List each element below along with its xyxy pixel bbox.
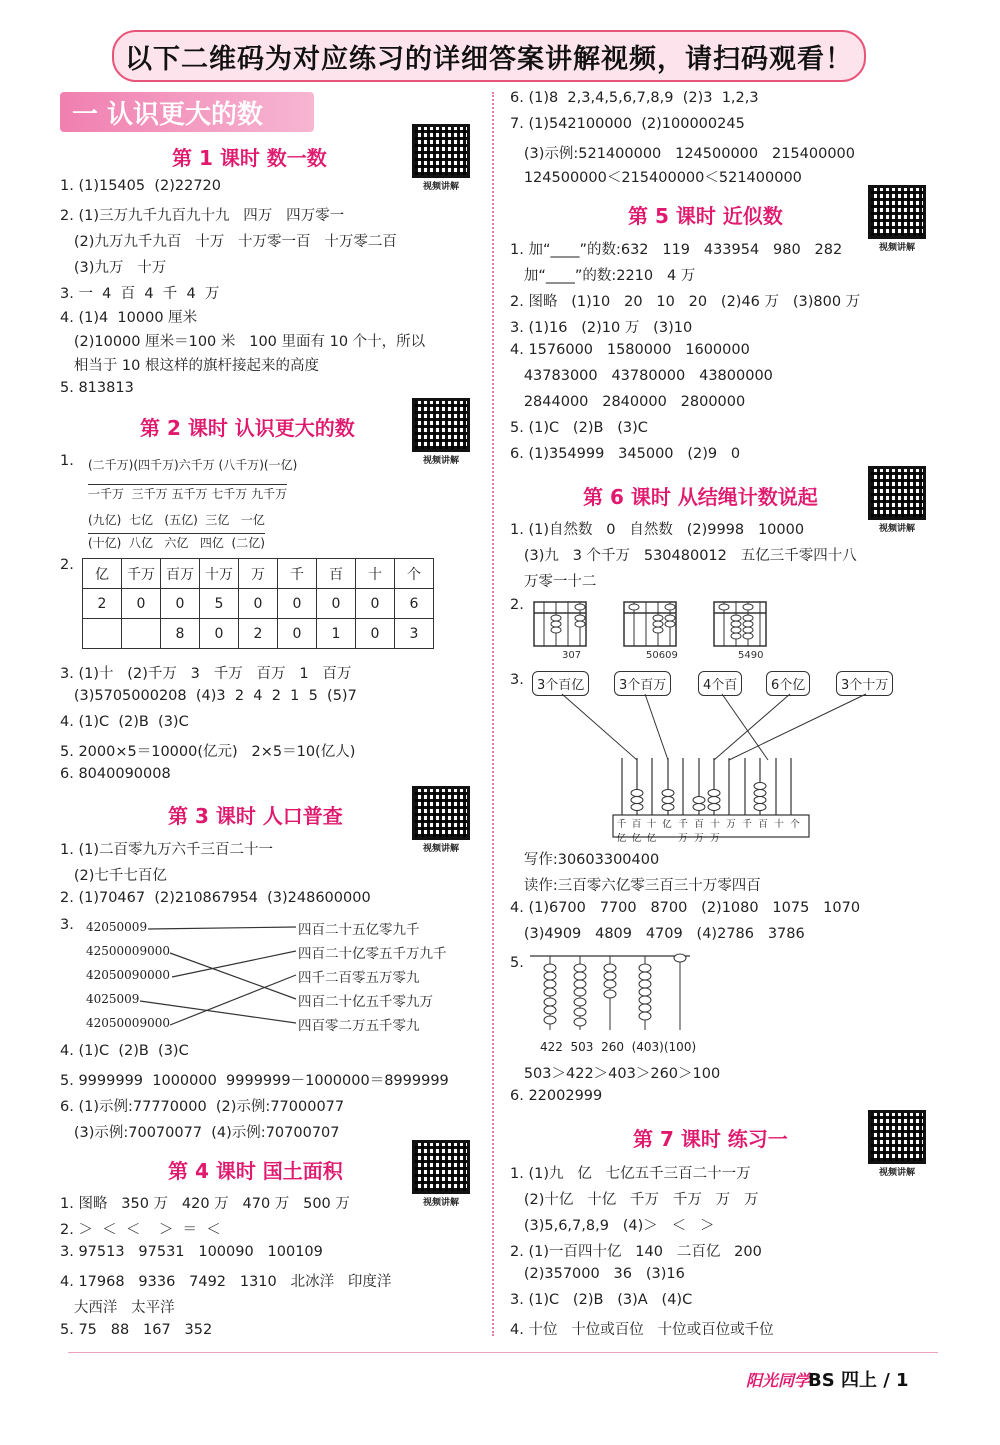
- match-right-1: 四百二十五亿零九千: [298, 922, 420, 938]
- answer-line: 4. 十位 十位或百位 十位或百位或千位: [510, 1322, 774, 1338]
- table-cell: 2: [83, 589, 122, 619]
- answer-line: (2)357000 36 (3)16: [510, 1266, 685, 1282]
- table-cell: 6: [395, 589, 434, 619]
- table-header: 千万: [122, 559, 161, 589]
- answer-line: (3)5,6,7,8,9 (4)＞ ＜ ＞: [510, 1218, 715, 1234]
- match-right-2: 四百二十亿零五千万九千: [298, 946, 447, 962]
- qr-code-lesson-2[interactable]: 视频讲解: [412, 398, 470, 466]
- table-cell: 1: [317, 619, 356, 649]
- bead-box-1: 3个百亿: [532, 671, 589, 696]
- answer-line: 加“____”的数:2210 4 万: [510, 268, 696, 284]
- answer-line: 2.: [510, 597, 524, 613]
- place-label: 千: [742, 819, 752, 830]
- answer-line: 2. 图略 (1)10 20 10 20 (2)46 万 (3)800 万: [510, 294, 861, 310]
- table-cell: 0: [161, 589, 200, 619]
- match-left-2: 42500009000: [86, 944, 170, 958]
- answer-line: 2.: [60, 557, 74, 573]
- answer-line: 万零一十二: [510, 574, 597, 590]
- answer-line: (3)4909 4809 4709 (4)2786 3786: [510, 926, 805, 942]
- answer-line: 6. 8040090008: [60, 766, 171, 782]
- match-left-4: 4025009: [86, 992, 140, 1006]
- match-left-1: 42050009: [86, 920, 148, 934]
- footer-rule: [68, 1352, 938, 1353]
- answer-line: (2)10000 厘米＝100 米 100 里面有 10 个十，所以: [60, 334, 426, 350]
- answer-line: 大西洋 太平洋: [60, 1300, 175, 1316]
- qr-code-lesson-3[interactable]: 视频讲解: [412, 786, 470, 854]
- qr-code-lesson-6[interactable]: 视频讲解: [868, 466, 926, 534]
- table-header: 十万: [200, 559, 239, 589]
- place-label: 十: [774, 819, 784, 830]
- place-label: 百万: [694, 819, 704, 844]
- number-line-mid2: (九亿) 七亿 (五亿) 三亿 一亿: [88, 513, 265, 527]
- answer-line: 5. 9999999 1000000 9999999－1000000＝8999999: [60, 1073, 449, 1089]
- answer-line: 6. (1)示例:77770000 (2)示例:77000077: [60, 1099, 345, 1115]
- answer-line: (2)七千七百亿: [60, 868, 167, 884]
- page-number: BS 四上 / 1: [808, 1370, 909, 1391]
- answer-line: (3)5705000208 (4)3 2 4 2 1 5 (5)7: [60, 688, 357, 704]
- abacus-place-labels: [614, 816, 803, 844]
- table-cell: 0: [278, 619, 317, 649]
- lesson-6-title: 第 6 课时 从结绳计数说起: [583, 485, 818, 509]
- answer-line: 3.: [60, 917, 74, 933]
- table-cell: 0: [200, 619, 239, 649]
- answer-line: 3. 一 4 百 4 千 4 万: [60, 286, 220, 302]
- place-label: 十亿: [646, 819, 657, 844]
- answer-line: (3)九万 十万: [60, 260, 167, 276]
- table-cell: 0: [356, 589, 395, 619]
- table-cell: 3: [395, 619, 434, 649]
- answer-line: 6. (1)354999 345000 (2)9 0: [510, 446, 741, 462]
- answer-line: 7. (1)542100000 (2)100000245: [510, 116, 745, 132]
- table-header: 千: [278, 559, 317, 589]
- answer-line: 3.: [510, 672, 524, 688]
- qr-code-lesson-1[interactable]: 视频讲解: [412, 124, 470, 192]
- lesson-5-title: 第 5 课时 近似数: [628, 204, 783, 228]
- answer-line: 3. (1)十 (2)千万 3 千万 百万 1 百万: [60, 666, 352, 682]
- answer-line: 5. 2000×5＝10000(亿元) 2×5＝10(亿人): [60, 744, 356, 760]
- table-header: 十: [356, 559, 395, 589]
- place-label: 亿: [662, 819, 672, 830]
- place-label: 个: [790, 819, 800, 830]
- table-cell: 0: [278, 589, 317, 619]
- answer-line: 5. 813813: [60, 380, 134, 396]
- match-right-4: 四百二十亿五千零九万: [298, 994, 433, 1010]
- answer-line: 5. 75 88 167 352: [60, 1322, 213, 1338]
- answer-line: 1. (1)自然数 0 自然数 (2)9998 10000: [510, 522, 805, 538]
- answer-line: 2. (1)一百四十亿 140 二百亿 200: [510, 1244, 762, 1260]
- answer-line: (2)九万九千九百 十万 十万零一百 十万零二百: [60, 234, 397, 250]
- abacus-label-1: 307: [562, 650, 582, 661]
- answer-line: 4. (1)4 10000 厘米: [60, 310, 198, 326]
- answer-line: 1. (1)二百零九万六千三百二十一: [60, 842, 273, 858]
- number-line-mid: 一千万 三千万 五千万 七千万 九千万: [88, 484, 287, 502]
- abacus-label-3: 5490: [738, 650, 764, 661]
- answer-line: 1. (1)15405 (2)22720: [60, 178, 221, 194]
- table-cell: 5: [200, 589, 239, 619]
- answer-line: 4. (1)C (2)B (3)C: [60, 714, 189, 730]
- answer-line: 5. (1)C (2)B (3)C: [510, 420, 648, 436]
- answer-line: 6. (1)8 2,3,4,5,6,7,8,9 (2)3 1,2,3: [510, 90, 759, 106]
- place-label: 十万: [710, 819, 720, 844]
- answer-line: 6. 22002999: [510, 1088, 603, 1104]
- lesson-4-title: 第 4 课时 国土面积: [168, 1159, 343, 1183]
- table-header: 百: [317, 559, 356, 589]
- match-left-5: 42050009000: [86, 1016, 170, 1030]
- answer-line: 写作:30603300400: [510, 852, 660, 868]
- qr-code-lesson-7[interactable]: 视频讲解: [868, 1110, 926, 1178]
- place-label: 百: [758, 819, 768, 830]
- number-line-top: (二千万)(四千万)六千万 (八千万)(一亿): [88, 458, 298, 472]
- answer-line: 3. (1)C (2)B (3)A (4)C: [510, 1292, 693, 1308]
- bead-string-figures: [530, 950, 700, 1040]
- table-header: 万: [239, 559, 278, 589]
- instruction-banner: 以下二维码为对应练习的详细答案讲解视频，请扫码观看！: [112, 30, 866, 82]
- table-cell: 0: [122, 589, 161, 619]
- number-line-bot: (十亿) 八亿 六亿 四亿 (二亿): [88, 533, 265, 551]
- unit-title: 一 认识更大的数: [60, 92, 314, 132]
- answer-line: 1. 图略 350 万 420 万 470 万 500 万: [60, 1196, 350, 1212]
- answer-line: 2. (1)三万九千九百九十九 四万 四万零一: [60, 208, 345, 224]
- lesson-2-title: 第 2 课时 认识更大的数: [140, 416, 355, 440]
- qr-code-lesson-4[interactable]: 视频讲解: [412, 1140, 470, 1208]
- place-label: 千亿: [616, 819, 627, 844]
- answer-line: 读作:三百零六亿零三百三十万零四百: [510, 878, 761, 894]
- answer-line: (3)示例:70070077 (4)示例:70700707: [60, 1125, 340, 1141]
- table-header: 个: [395, 559, 434, 589]
- answer-line: 1. 加“____”的数:632 119 433954 980 282: [510, 242, 843, 258]
- answer-line: (2)十亿 十亿 千万 千万 万 万: [510, 1192, 759, 1208]
- answer-line: (3)示例:521400000 124500000 215400000: [510, 146, 855, 162]
- bead-box-2: 3个百万: [614, 671, 671, 696]
- bead-box-3: 4个百: [698, 671, 742, 696]
- bead-box-4: 6个亿: [766, 671, 810, 696]
- table-cell: 0: [317, 589, 356, 619]
- place-label: 百亿: [631, 819, 642, 844]
- answer-line: 4. (1)6700 7700 8700 (2)1080 1075 1070: [510, 900, 861, 916]
- answer-line: 3. (1)16 (2)10 万 (3)10: [510, 320, 693, 336]
- lesson-3-title: 第 3 课时 人口普查: [168, 804, 343, 828]
- answer-line: 1.: [60, 453, 74, 469]
- answer-line: 503＞422＞403＞260＞100: [510, 1066, 721, 1082]
- table-cell: 0: [239, 589, 278, 619]
- match-right-5: 四百零二万五千零九: [298, 1018, 420, 1034]
- answer-line: 2. ＞ ＜ ＜ ＞ ＝ ＜: [60, 1222, 221, 1238]
- table-header: 亿: [83, 559, 122, 589]
- abacus-label-2: 50609: [646, 650, 678, 661]
- brand-logo: 阳光同学: [746, 1371, 811, 1390]
- match-right-3: 四千二百零五万零九: [298, 970, 420, 986]
- bead-string-labels: 422 503 260 (403)(100): [540, 1040, 697, 1054]
- answer-line: 124500000＜215400000＜521400000: [510, 170, 802, 186]
- lesson-1-title: 第 1 课时 数一数: [172, 146, 327, 170]
- answer-line: 1. (1)九 亿 七亿五千三百二十一万: [510, 1166, 751, 1182]
- answer-line: 4. 17968 9336 7492 1310 北冰洋 印度洋: [60, 1274, 392, 1290]
- place-label: 万: [726, 819, 736, 830]
- answer-line: 2844000 2840000 2800000: [510, 394, 746, 410]
- table-cell: 2: [239, 619, 278, 649]
- lesson-7-title: 第 7 课时 练习一: [633, 1127, 788, 1151]
- place-label: 千万: [678, 819, 688, 844]
- answer-line: 4. 1576000 1580000 1600000: [510, 342, 750, 358]
- answer-line: 3. 97513 97531 100090 100109: [60, 1244, 323, 1260]
- answer-line: 5.: [510, 955, 524, 971]
- table-cell: 0: [356, 619, 395, 649]
- answer-line: 4. (1)C (2)B (3)C: [60, 1043, 189, 1059]
- answer-line: 43783000 43780000 43800000: [510, 368, 773, 384]
- answer-line: 相当于 10 根这样的旗杆接起来的高度: [60, 358, 319, 374]
- answer-line: (3)九 3 个千万 530480012 五亿三千零四十八: [510, 548, 857, 564]
- answer-line: 2. (1)70467 (2)210867954 (3)248600000: [60, 890, 371, 906]
- qr-code-lesson-5[interactable]: 视频讲解: [868, 185, 926, 253]
- table-cell: 8: [161, 619, 200, 649]
- bead-box-5: 3个十万: [836, 671, 893, 696]
- match-left-3: 42050090000: [86, 968, 170, 982]
- table-header: 百万: [161, 559, 200, 589]
